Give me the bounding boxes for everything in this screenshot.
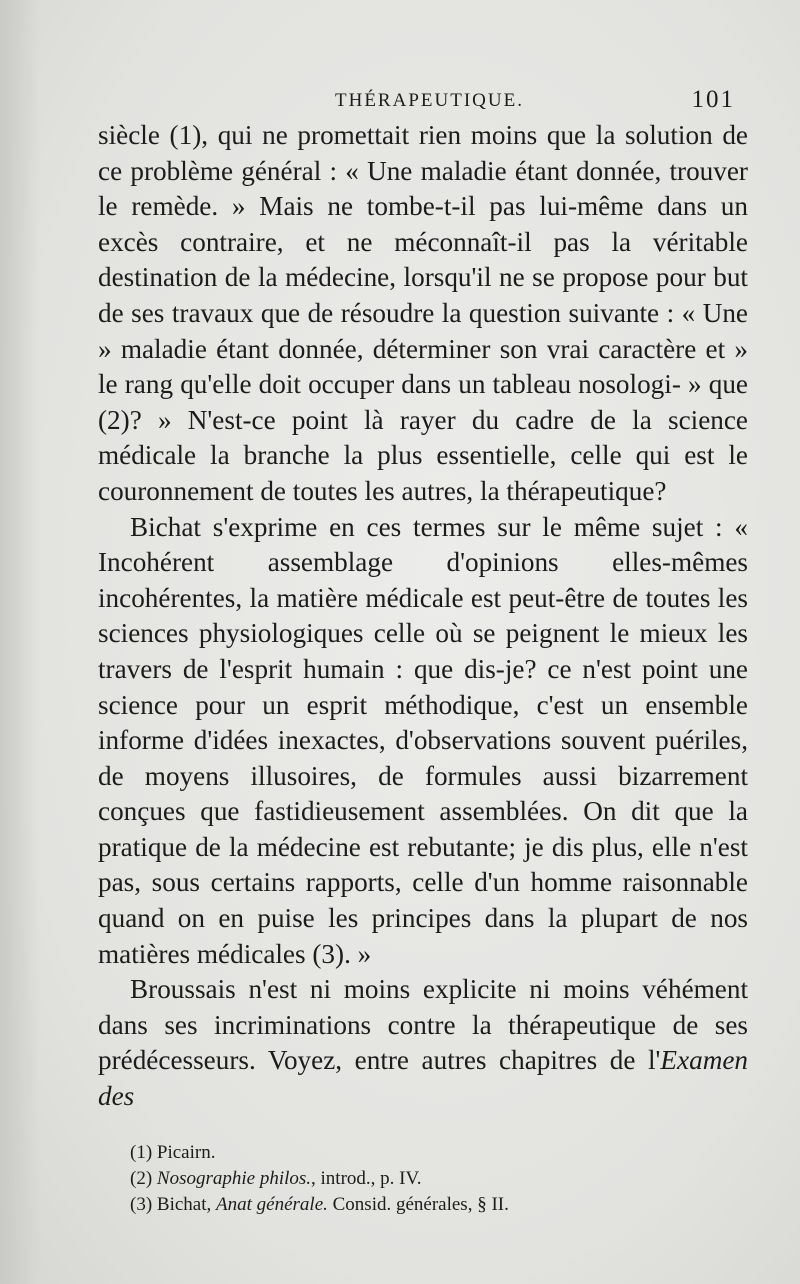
footnote-2: [130, 1166, 750, 1192]
running-title: THÉRAPEUTIQUE.: [335, 90, 524, 111]
footnote-3-italic: Anat générale.: [216, 1194, 328, 1215]
footnote-3-author: Bichat,: [156, 1194, 217, 1215]
footnote-1-mark: (1): [130, 1142, 153, 1163]
page-number: 101: [691, 86, 735, 113]
paragraph-3-italic: Examen des: [98, 1045, 748, 1112]
footnote-2-mark: (2): [130, 1168, 153, 1189]
paragraph-3-text: Broussais n'est ni moins explicite ni moins véhément dans ses incriminations contre la thérapeutique de ses prédécesseurs. Voyez, entre autres chapitres de l': [98, 974, 748, 1076]
footnote-3-mark: (3): [130, 1194, 153, 1215]
footnote-1-text: Picairn.: [156, 1142, 216, 1163]
running-head: [95, 86, 745, 120]
paragraph-2: Bichat s'exprime en ces termes sur le même sujet : « Incohérent assemblage d'opinions elles-mêmes incohérentes, la matière médicale est peut-être de toutes les sciences physiologiques celle où se peignent le mieux les travers de l'esprit humain : que dis-je? ce n'est point une science pour un esprit méthodique, c'est un ensemble informe d'idées inexactes, d'observations souvent puériles, de moyens illusoires, de formules aussi bizarrement conçues que fastidieusement assemblées. On dit que la pratique de la médecine est rebutante; je dis plus, elle n'est pas, sous certains rapports, celle d'un homme raisonnable quand on en puise les principes dans la plupart de nos matières médicales (3). »: [98, 511, 748, 969]
footnote-1: [130, 1140, 750, 1166]
footnotes: [130, 1140, 750, 1218]
footnote-2-italic: Nosographie philos.: [156, 1168, 312, 1189]
paragraph-3: [98, 972, 748, 1114]
page-gutter-shadow: [0, 0, 40, 1284]
footnote-3-text: Consid. générales, § II.: [327, 1194, 509, 1215]
body-text: [98, 118, 748, 1115]
footnote-3: [130, 1192, 750, 1218]
paragraph-1: siècle (1), qui ne promettait rien moins que la solution de ce problème général : « Une maladie étant donnée, trouver le remède. » Mais ne tombe-t-il pas lui-même dans un excès contraire, et ne méconnaît-il pas la véritable destination de la médecine, lorsqu'il ne se propose pour but de ses travaux que de résoudre la question suivante : « Une » maladie étant donnée, déterminer son vrai caractère et » le rang qu'elle doit occuper dans un tableau nosologi- » que (2)? » N'est-ce point là rayer du cadre de la science médicale la branche la plus essentielle, celle qui est le couronnement de toutes les autres, la thérapeutique?: [98, 120, 748, 506]
footnote-2-text: , introd., p. IV.: [311, 1168, 422, 1189]
